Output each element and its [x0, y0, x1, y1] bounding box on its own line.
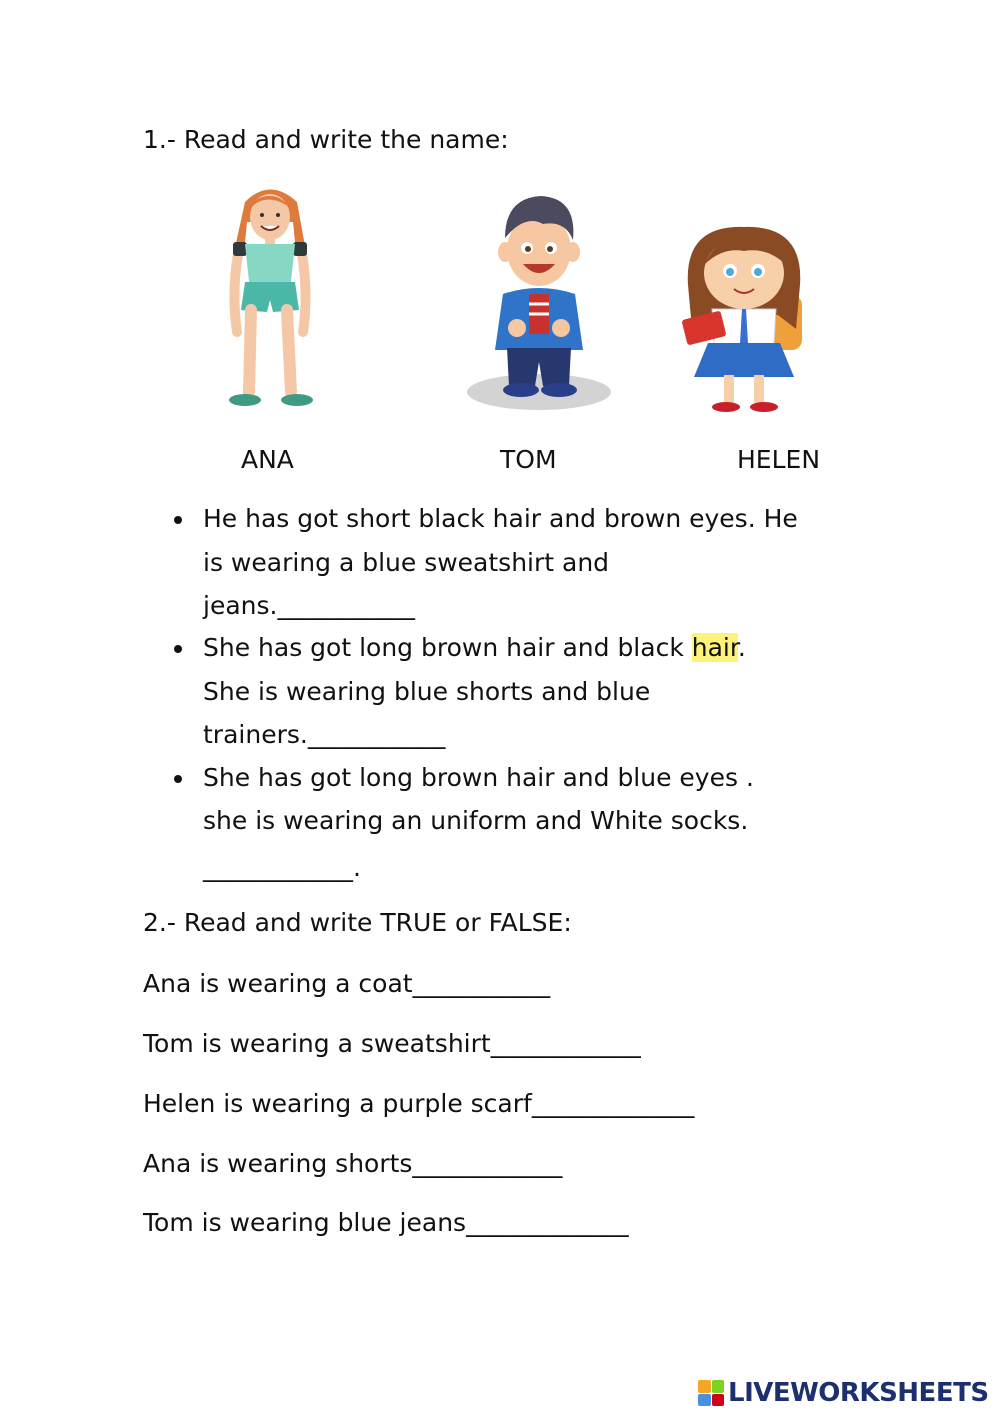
liveworksheets-badge-icon — [698, 1380, 724, 1406]
item2-line2: She is wearing blue shorts and blue — [203, 677, 651, 706]
name-label-ana: ANA — [241, 445, 294, 474]
name-label-tom: TOM — [500, 445, 557, 474]
name-label-helen: HELEN — [737, 445, 821, 474]
helen-illustration — [678, 225, 813, 415]
tf-line-2[interactable]: Tom is wearing a sweatshirt____________ — [143, 1029, 641, 1058]
item2-line1: She has got long brown hair and black hair. — [203, 633, 746, 662]
liveworksheets-logo — [698, 1378, 989, 1408]
item3-line2: she is wearing an uniform and White socks. — [203, 806, 749, 835]
tom-illustration — [465, 190, 613, 415]
item3-line1: She has got long brown hair and blue eyes . — [203, 763, 754, 792]
bullet — [174, 645, 182, 653]
tf-line-5[interactable]: Tom is wearing blue jeans_____________ — [143, 1208, 629, 1237]
tf-line-3[interactable]: Helen is wearing a purple scarf_____________ — [143, 1089, 695, 1118]
item1-answer-line[interactable]: jeans.___________ — [203, 591, 415, 620]
liveworksheets-text: LIVEWORKSHEETS — [728, 1378, 989, 1408]
bullet — [174, 775, 182, 783]
highlighted-word: hair — [691, 633, 738, 662]
tf-line-1[interactable]: Ana is wearing a coat___________ — [143, 969, 551, 998]
section1-heading: 1.- Read and write the name: — [143, 125, 509, 154]
ana-illustration — [215, 182, 325, 412]
bullet — [174, 516, 182, 524]
item1-line1: He has got short black hair and brown eyes. He — [203, 504, 798, 533]
item1-line2: is wearing a blue sweatshirt and — [203, 548, 610, 577]
item3-answer-line[interactable]: ____________. — [203, 853, 361, 882]
tf-line-4[interactable]: Ana is wearing shorts____________ — [143, 1149, 563, 1178]
section2-heading: 2.- Read and write TRUE or FALSE: — [143, 908, 572, 937]
item2-answer-line[interactable]: trainers.___________ — [203, 720, 446, 749]
